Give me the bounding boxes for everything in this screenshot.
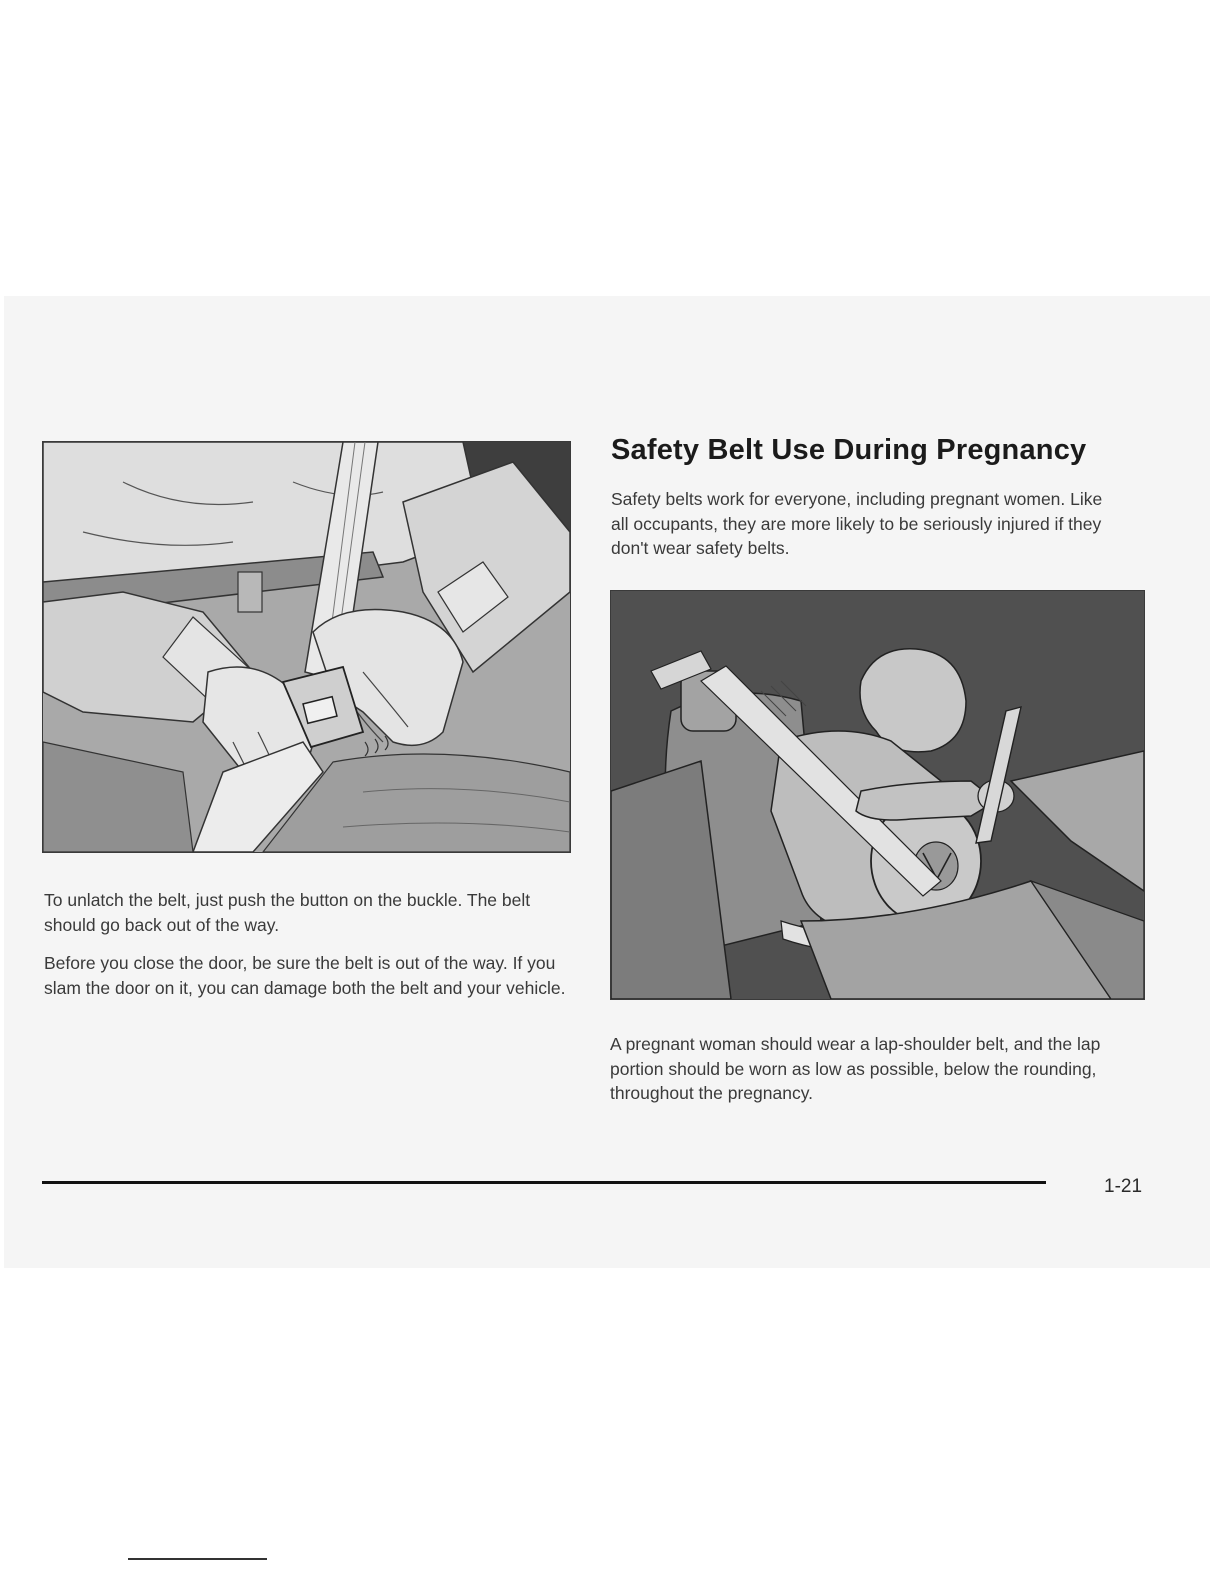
- page-number: 1-21: [1104, 1176, 1143, 1197]
- door-warning-paragraph: Before you close the door, be sure the belt is out of the way. If you slam the door on it, you can damage both the belt and your vehicle.: [44, 953, 566, 998]
- lap-shoulder-belt-paragraph: A pregnant woman should wear a lap-shoulder belt, and the lap portion should be worn as low as possible, below the rounding, throughout the pregnancy.: [610, 1034, 1101, 1103]
- section-heading: Safety Belt Use During Pregnancy: [611, 434, 1087, 466]
- buckle-unlatch-illustration: [42, 441, 571, 853]
- unlatch-paragraph: To unlatch the belt, just push the button on the buckle. The belt should go back out of the way.: [44, 890, 531, 935]
- bottom-margin-rule: [128, 1558, 267, 1560]
- footer-rule: [42, 1181, 1046, 1184]
- pregnant-driver-illustration: [610, 590, 1145, 1000]
- pregnancy-intro-paragraph: Safety belts work for everyone, including pregnant women. Like all occupants, they are more likely to be seriously injured if they don't wear safety belts.: [611, 489, 1103, 558]
